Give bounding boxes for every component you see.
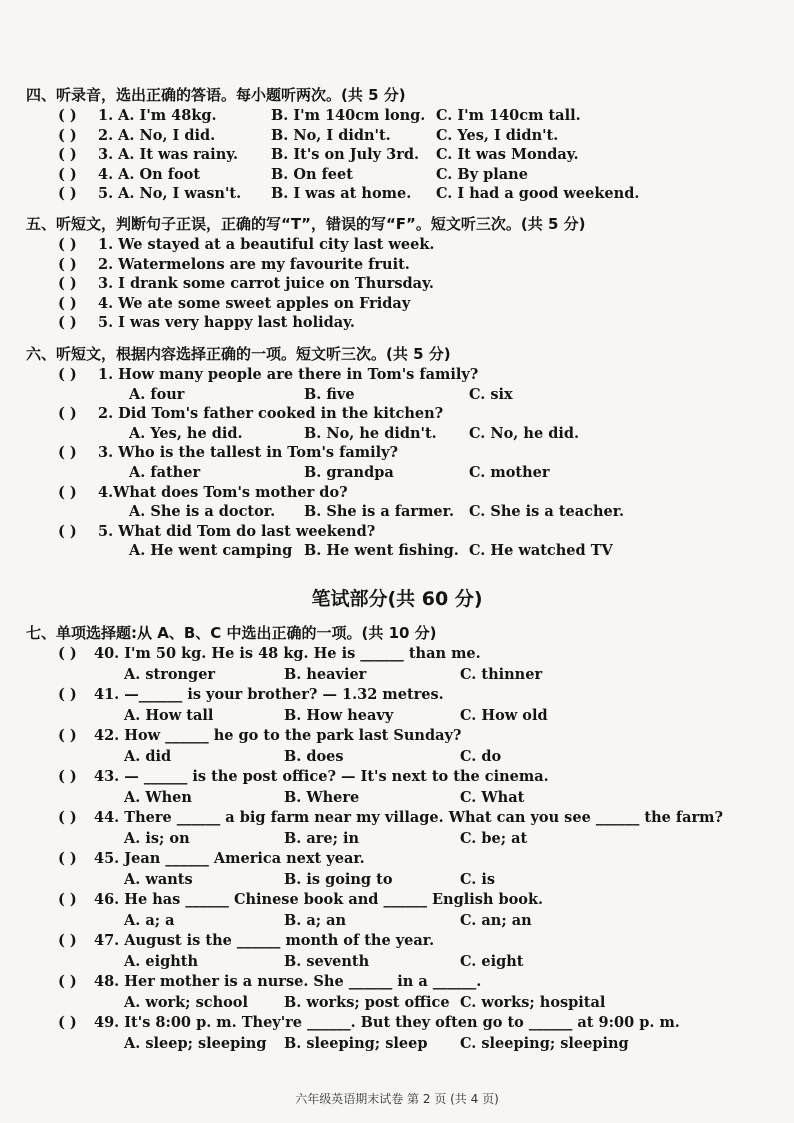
options-row (26, 952, 774, 973)
question-row (26, 972, 774, 993)
option-b: B. seventh (284, 952, 370, 970)
option-b: B. I'm 140cm long. (271, 107, 426, 124)
question-row (26, 931, 774, 952)
option-a: A. How tall (124, 706, 214, 724)
option-a: A. four (129, 385, 185, 403)
written-part-banner: 笔试部分(共 60 分) (311, 588, 483, 610)
options-row (26, 993, 774, 1014)
question-row (26, 165, 774, 185)
question-row (26, 685, 774, 706)
question-text: 48. Her mother is a nurse. She ______ in a ______. (94, 973, 482, 990)
option-a: A. Yes, he did. (129, 424, 243, 442)
option-a: A. is; on (124, 829, 190, 847)
question-text: 1. How many people are there in Tom's family? (98, 366, 479, 383)
statement-text: 2. Watermelons are my favourite fruit. (98, 255, 410, 273)
option-c: C. works; hospital (460, 993, 606, 1011)
question-row (26, 106, 774, 126)
question-row (26, 443, 774, 463)
option-a: A. sleep; sleeping (124, 1034, 267, 1052)
option-c: C. She is a teacher. (469, 503, 625, 521)
option-b: B. sleeping; sleep (284, 1034, 428, 1052)
option-c: C. I had a good weekend. (436, 185, 640, 203)
options-row (26, 911, 774, 932)
option-c: C. sleeping; sleeping (460, 1034, 629, 1052)
section-7-title: 七、单项选择题:从 A、B、C 中选出正确的一项。(共 10 分) (26, 624, 437, 642)
option-c: C. Yes, I didn't. (436, 126, 559, 144)
question-option-a: 1. A. I'm 48kg. (98, 107, 217, 124)
option-c: C. is (460, 870, 496, 888)
options-row (26, 829, 774, 850)
option-c: C. be; at (460, 829, 528, 847)
question-row (26, 404, 774, 424)
section-5 (26, 213, 774, 333)
question-option-a: 2. A. No, I did. (98, 126, 216, 144)
answer-blank[interactable]: ( ) (58, 645, 77, 662)
option-b: B. No, he didn't. (304, 424, 437, 442)
option-a: A. father (129, 463, 201, 481)
question-text: 41. —______ is your brother? — 1.32 metres. (94, 686, 444, 703)
option-b: B. does (284, 747, 344, 765)
answer-blank[interactable]: ( ) (58, 727, 77, 744)
question-row (26, 313, 774, 333)
question-text: 3. Who is the tallest in Tom's family? (98, 444, 399, 462)
question-text: 2. Did Tom's father cooked in the kitchen? (98, 405, 444, 423)
option-c: C. eight (460, 952, 524, 970)
option-c: C. What (460, 788, 525, 806)
options-row (26, 706, 774, 727)
question-text: 42. How ______ he go to the park last Sunday? (94, 727, 462, 744)
question-text: 45. Jean ______ America next year. (94, 850, 365, 867)
option-a: A. a; a (124, 911, 175, 929)
answer-blank[interactable]: ( ) (58, 185, 77, 203)
question-text: 44. There ______ a big farm near my village. What can you see ______ the farm? (94, 809, 724, 826)
question-text: 49. It's 8:00 p. m. They're ______. But they often go to ______ at 9:00 p. m. (94, 1014, 680, 1031)
option-c: C. do (460, 747, 502, 765)
question-option-a: 4. A. On foot (98, 165, 201, 183)
options-row (26, 385, 774, 405)
option-c: C. I'm 140cm tall. (436, 107, 581, 124)
answer-blank[interactable]: ( ) (58, 275, 77, 293)
answer-blank[interactable]: ( ) (58, 850, 77, 867)
option-a: A. She is a doctor. (129, 503, 276, 521)
option-b: B. No, I didn't. (271, 126, 391, 144)
option-c: C. mother (469, 463, 550, 481)
option-b: B. works; post office (284, 993, 450, 1011)
option-a: A. When (124, 788, 192, 806)
options-row (26, 502, 774, 522)
option-b: B. How heavy (284, 706, 394, 724)
answer-blank[interactable]: ( ) (58, 236, 77, 253)
question-row (26, 726, 774, 747)
section-6-title: 六、听短文，根据内容选择正确的一项。短文听三次。(共 5 分) (26, 345, 451, 363)
option-a: A. eighth (124, 952, 199, 970)
options-row (26, 463, 774, 483)
answer-blank[interactable]: ( ) (58, 686, 77, 703)
answer-blank[interactable]: ( ) (58, 107, 77, 124)
option-b: B. Where (284, 788, 360, 806)
answer-blank[interactable]: ( ) (58, 444, 77, 462)
question-text: 47. August is the ______ month of the year. (94, 932, 435, 949)
answer-blank[interactable]: ( ) (58, 146, 77, 164)
answer-blank[interactable]: ( ) (58, 522, 77, 540)
option-c: C. an; an (460, 911, 532, 929)
section-4-title: 四、听录音，选出正确的答语。每小题听两次。(共 5 分) (26, 86, 406, 104)
answer-blank[interactable]: ( ) (58, 809, 77, 826)
option-c: C. thinner (460, 665, 543, 683)
question-row (26, 145, 774, 165)
option-c: C. six (469, 385, 513, 403)
answer-blank[interactable]: ( ) (58, 314, 77, 332)
option-b: B. On feet (271, 165, 353, 183)
question-text: 4.What does Tom's mother do? (98, 483, 348, 501)
option-b: B. I was at home. (271, 185, 412, 203)
statement-text: 4. We ate some sweet apples on Friday (98, 294, 411, 312)
question-text: 40. I'm 50 kg. He is 48 kg. He is ______ than me. (94, 645, 481, 662)
options-row (26, 541, 774, 561)
option-b: B. It's on July 3rd. (271, 146, 420, 164)
question-row (26, 1013, 774, 1034)
option-a: A. did (124, 747, 172, 765)
options-row (26, 424, 774, 444)
section-6 (26, 343, 774, 561)
option-b: B. five (304, 385, 355, 403)
question-row (26, 294, 774, 314)
question-row (26, 235, 774, 255)
option-b: B. heavier (284, 665, 367, 683)
question-row (26, 184, 774, 204)
option-b: B. She is a farmer. (304, 503, 454, 521)
answer-blank[interactable]: ( ) (58, 768, 77, 785)
answer-blank[interactable]: ( ) (58, 126, 77, 144)
question-row (26, 890, 774, 911)
option-c: C. He watched TV (469, 542, 613, 560)
options-row (26, 747, 774, 768)
option-b: B. is going to (284, 870, 393, 888)
answer-blank[interactable]: ( ) (58, 1014, 77, 1031)
answer-blank[interactable]: ( ) (58, 294, 77, 312)
question-option-a: 3. A. It was rainy. (98, 146, 239, 164)
answer-blank[interactable]: ( ) (58, 891, 77, 908)
options-row (26, 870, 774, 891)
statement-text: 1. We stayed at a beautiful city last week. (98, 236, 435, 253)
statement-text: 3. I drank some carrot juice on Thursday. (98, 275, 434, 293)
answer-blank[interactable]: ( ) (58, 405, 77, 423)
answer-blank[interactable]: ( ) (58, 932, 77, 949)
options-row (26, 665, 774, 686)
option-b: B. are; in (284, 829, 360, 847)
option-a: A. stronger (124, 665, 216, 683)
question-row (26, 274, 774, 294)
option-c: C. By plane (436, 165, 528, 183)
section-4 (26, 84, 774, 204)
statement-text: 5. I was very happy last holiday. (98, 314, 355, 332)
section-5-title: 五、听短文，判断句子正误，正确的写“T”，错误的写“F”。短文听三次。(共 5 分) (26, 215, 586, 233)
question-row (26, 767, 774, 788)
answer-blank[interactable]: ( ) (58, 483, 77, 501)
option-a: A. work; school (124, 993, 248, 1011)
option-a: A. wants (124, 870, 193, 888)
question-row (26, 255, 774, 275)
answer-blank[interactable]: ( ) (58, 973, 77, 990)
option-c: C. No, he did. (469, 424, 580, 442)
question-row (26, 808, 774, 829)
question-text: 46. He has ______ Chinese book and ______ English book. (94, 891, 544, 908)
question-row (26, 365, 774, 385)
question-row (26, 126, 774, 146)
option-b: B. grandpa (304, 463, 394, 481)
page-footer: 六年级英语期末试卷 第 2 页 (共 4 页) (295, 1092, 499, 1106)
question-text: 43. — ______ is the post office? — It's next to the cinema. (94, 768, 549, 785)
question-row (26, 849, 774, 870)
option-b: B. a; an (284, 911, 347, 929)
answer-blank[interactable]: ( ) (58, 165, 77, 183)
question-text: 5. What did Tom do last weekend? (98, 522, 376, 540)
answer-blank[interactable]: ( ) (58, 366, 77, 383)
answer-blank[interactable]: ( ) (58, 255, 77, 273)
option-c: C. It was Monday. (436, 146, 579, 164)
section-7 (26, 622, 774, 1054)
option-b: B. He went fishing. (304, 542, 459, 560)
question-row (26, 522, 774, 542)
options-row (26, 1034, 774, 1055)
question-row (26, 483, 774, 503)
options-row (26, 788, 774, 809)
option-a: A. He went camping (129, 542, 293, 560)
question-row (26, 644, 774, 665)
option-c: C. How old (460, 706, 548, 724)
question-option-a: 5. A. No, I wasn't. (98, 185, 242, 203)
